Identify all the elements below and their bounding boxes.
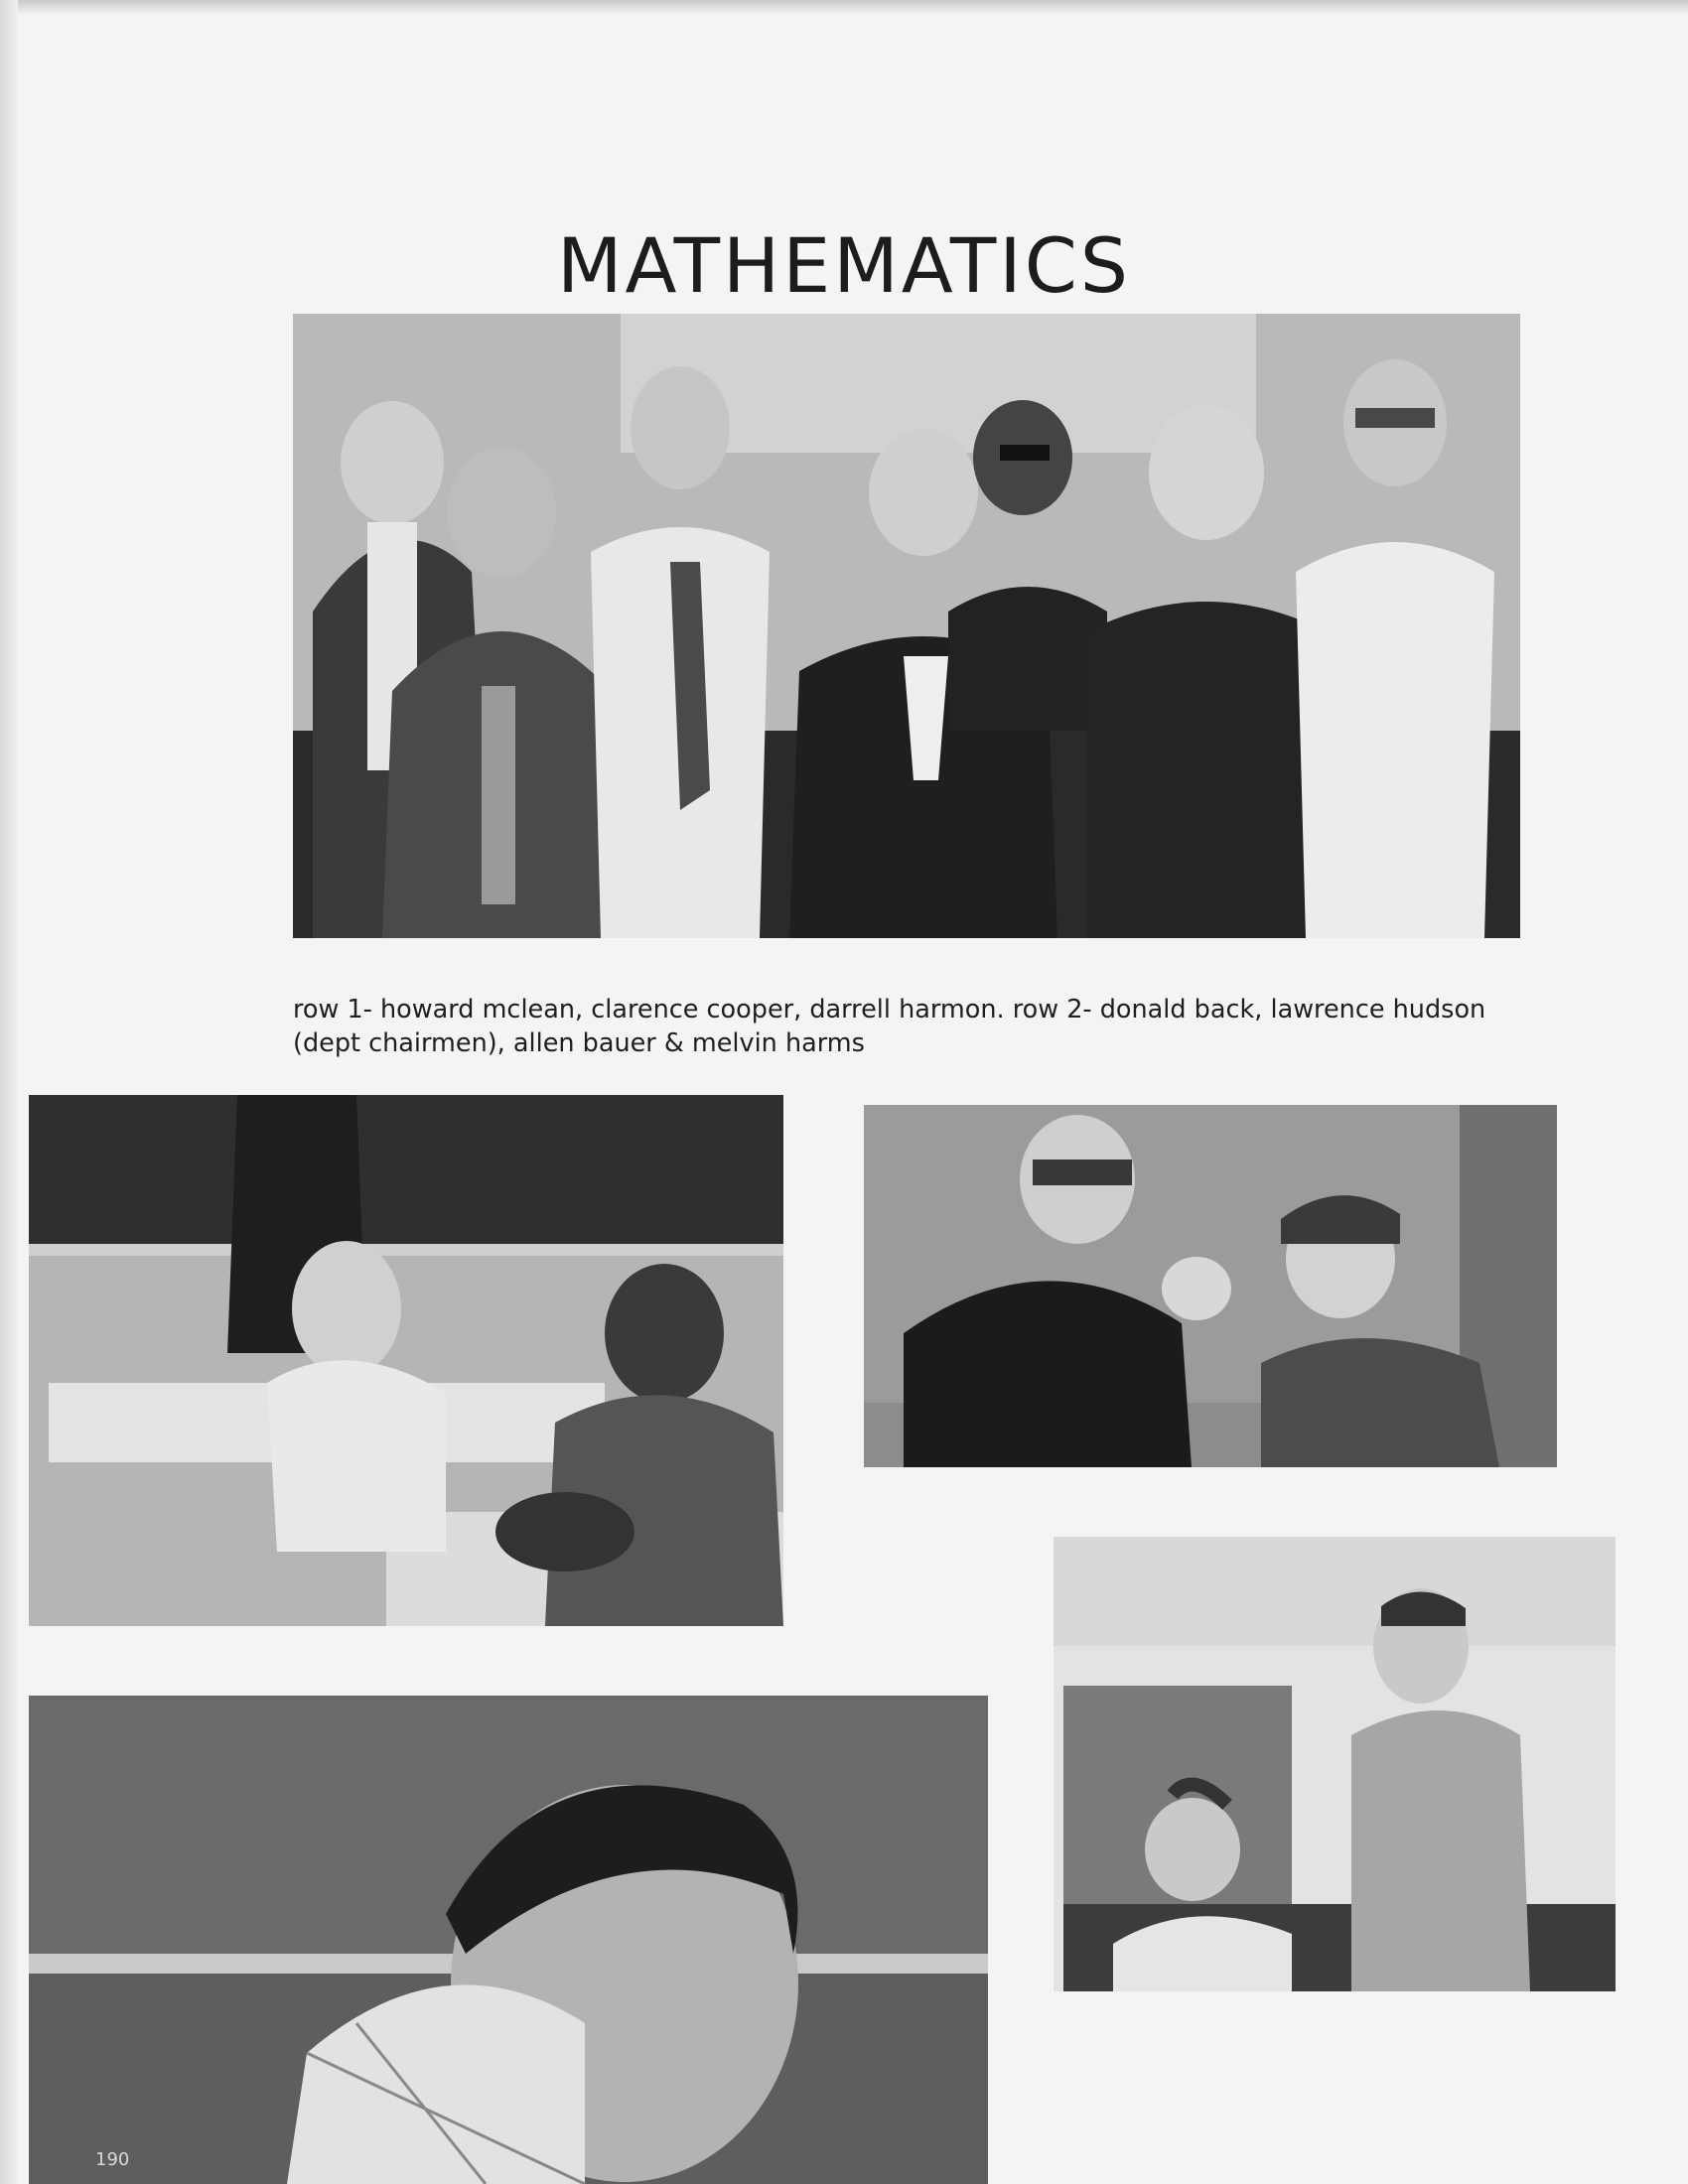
group-photo bbox=[293, 314, 1520, 938]
photo-teacher-and-student bbox=[864, 1105, 1557, 1467]
page-number: 190 bbox=[95, 2149, 130, 2170]
photo-teacher-with-students bbox=[29, 1095, 783, 1626]
page-left-edge bbox=[0, 0, 18, 2184]
page-top-edge bbox=[0, 0, 1688, 14]
page-title: MATHEMATICS bbox=[556, 220, 1132, 310]
group-photo-caption: row 1- howard mclean, clarence cooper, darrell harmon. row 2- donald back, lawrence hudson (dept chairmen), allen bauer & melvin harms bbox=[293, 994, 1486, 1058]
photo-teacher-closeup bbox=[29, 1696, 988, 2184]
photo-teacher-at-window bbox=[1054, 1537, 1616, 1991]
